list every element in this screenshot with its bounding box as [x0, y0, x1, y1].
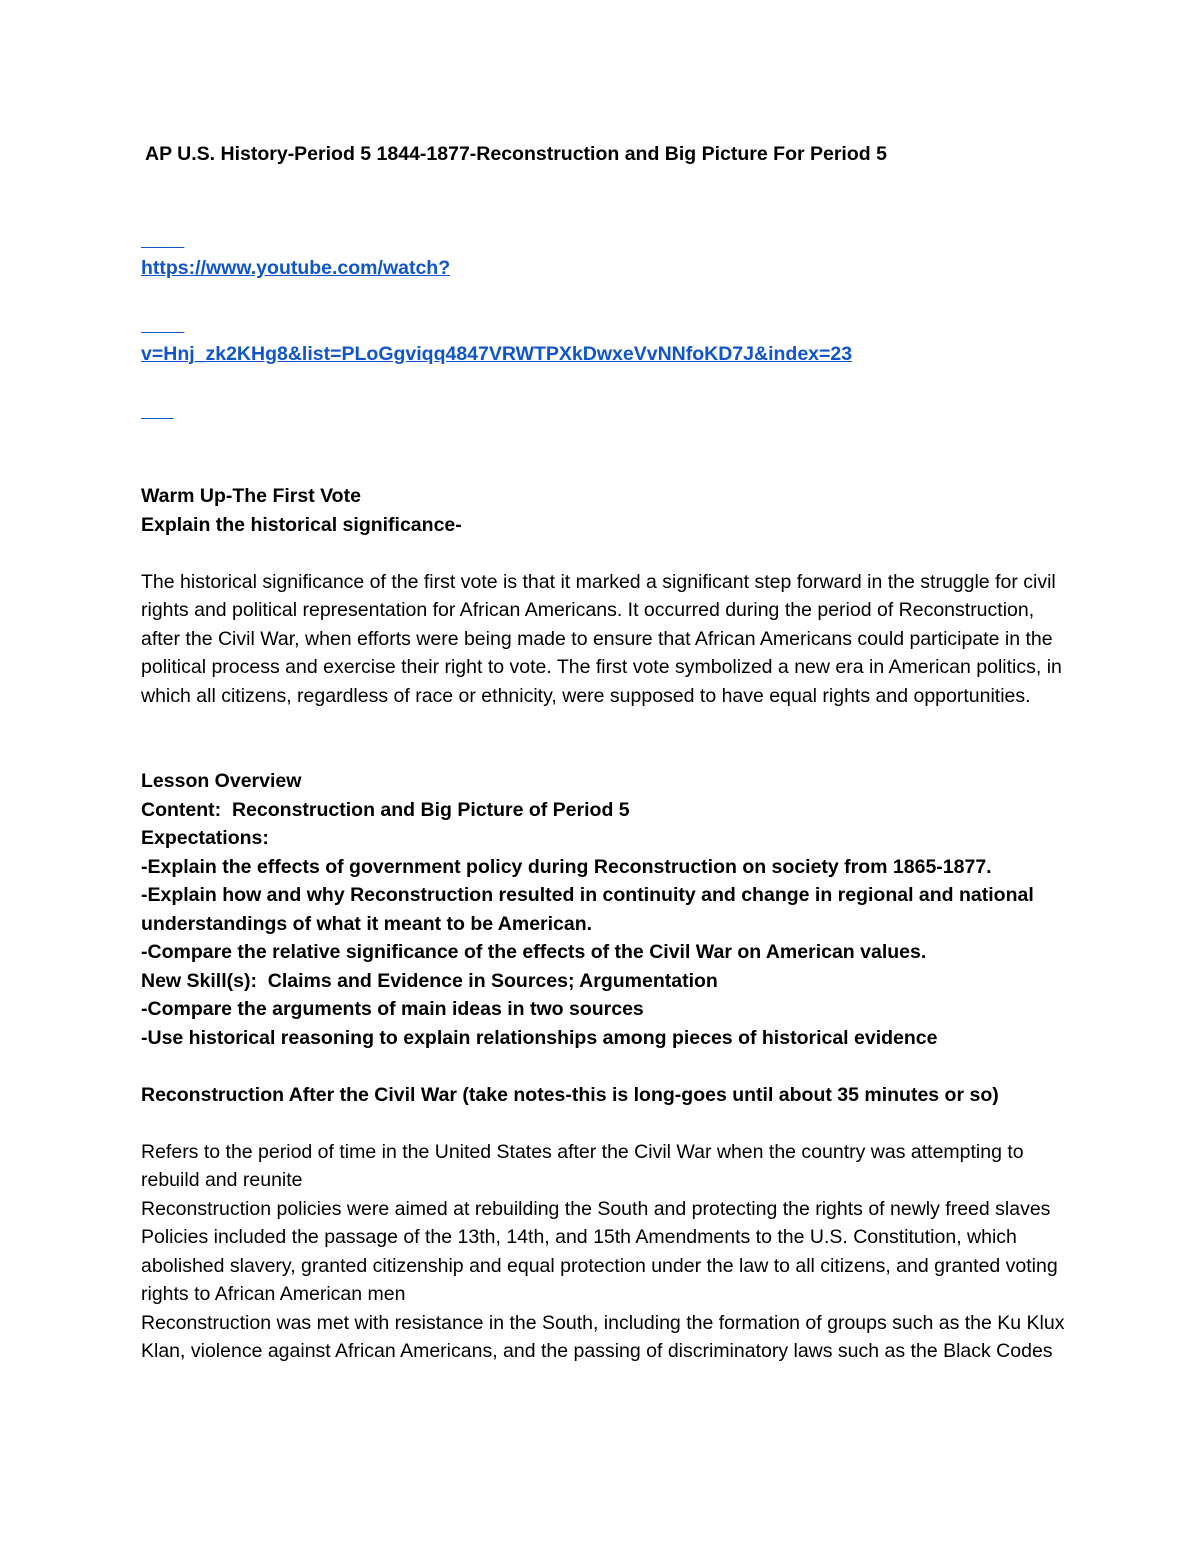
- video-link-line-2: v=Hnj_zk2KHg8&list=PLoGgviqq4847VRWTPXkDwxeVvNNfoKD7J&index=23: [141, 342, 853, 365]
- spacer: [141, 1052, 1066, 1081]
- expectations-label: Expectations:: [141, 827, 269, 849]
- note-item: Refers to the period of time in the United States after the Civil War when the country was attempting to rebuild and reunite: [141, 1140, 1030, 1191]
- expectation-item: -Explain the effects of government policy during Reconstruction on society from 1865-1877.: [141, 855, 992, 878]
- lesson-content: Content: Reconstruction and Big Picture of Period 5: [141, 798, 630, 821]
- warm-up-answer: The historical significance of the first vote is that it marked a significant step forward in the struggle for civil rights and political representation for African Americans. It occurred during the period of Reconstruction, after the Civil War, when efforts were being made to ensure that African Americans could participate in the political process and exercise their right to vote. The first vote symbolized a new era in American politics, in which all citizens, regardless of race or ethnicity, were supposed to have equal rights and opportunities.: [141, 570, 1062, 707]
- video-link-block: [141, 169, 1066, 454]
- skill-item: -Use historical reasoning to explain relationships among pieces of historical evidence: [141, 1026, 938, 1049]
- expectation-item: -Compare the relative significance of the effects of the Civil War on American values.: [141, 941, 927, 963]
- video-link-line-1: https://www.youtube.com/watch?: [141, 257, 451, 279]
- lesson-overview-heading: Lesson Overview: [141, 770, 302, 792]
- new-skills-label: New Skill(s): Claims and Evidence in Sources; Argumentation: [141, 969, 718, 992]
- document-body: [141, 140, 1070, 1366]
- spacer: [141, 710, 1066, 767]
- skill-item: -Compare the arguments of main ideas in two sources: [141, 998, 644, 1020]
- note-item: Reconstruction was met with resistance in the South, including the formation of groups such as the Ku Klux Klan, violence against African Americans, and the passing of discriminatory laws such as the Black Codes: [141, 1311, 1070, 1362]
- warm-up-prompt: Explain the historical significance-: [141, 513, 462, 536]
- note-item: Reconstruction policies were aimed at rebuilding the South and protecting the rights of newly freed slaves: [141, 1197, 1051, 1220]
- spacer: [141, 454, 1066, 483]
- spacer: [141, 1109, 1066, 1138]
- video-link[interactable]: [141, 229, 1066, 422]
- warm-up-heading: Warm Up-The First Vote: [141, 485, 361, 507]
- document-title: AP U.S. History-Period 5 1844-1877-Reconstruction and Big Picture For Period 5: [145, 143, 887, 165]
- expectation-item: -Explain how and why Reconstruction resulted in continuity and change in regional and national understandings of what it meant to be American.: [141, 884, 1040, 935]
- reconstruction-heading: Reconstruction After the Civil War (take notes-this is long-goes until about 35 minutes or so): [141, 1083, 999, 1106]
- spacer: [141, 539, 1066, 568]
- note-item: Policies included the passage of the 13th, 14th, and 15th Amendments to the U.S. Constitution, which abolished slavery, granted citizenship and equal protection under the law to all citizens, and granted voting rights to African American men: [141, 1226, 1064, 1305]
